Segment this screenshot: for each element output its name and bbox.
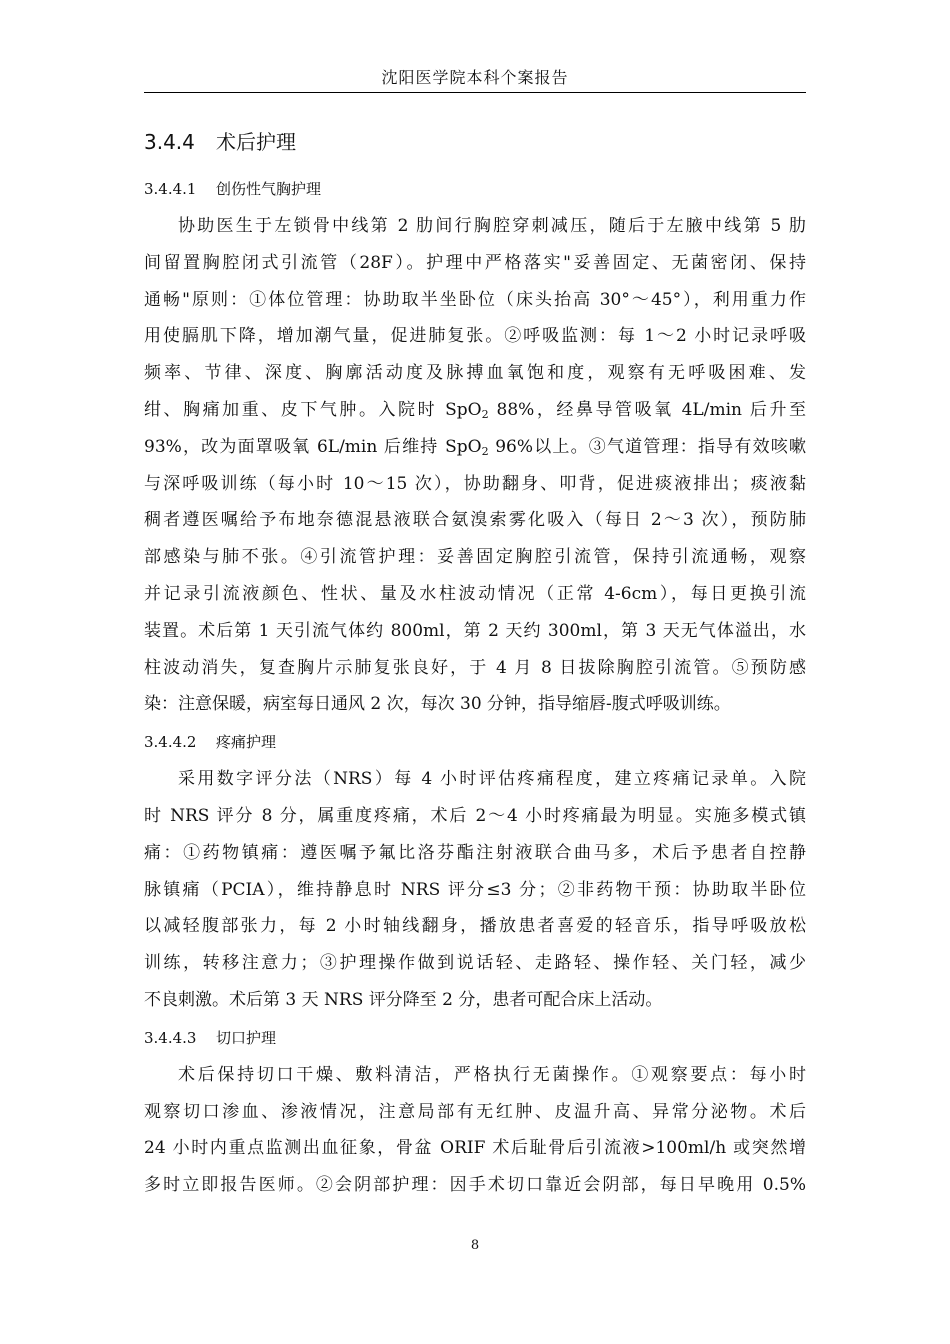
page-content — [144, 124, 806, 1204]
text-line: 痛：①药物镇痛：遵医嘱予氟比洛芬酯注射液联合曲马多，术后予患者自控静 — [144, 842, 806, 863]
running-header: 沈阳医学院本科个案报告 — [381, 68, 569, 87]
text-line-spo2: 93%，改为面罩吸氧 6L/min 后维持 SpO$_2$ 96%以上。③气道管理：指导有效咳嗽 — [144, 436, 806, 458]
header-rule — [144, 92, 806, 93]
text-line-spo2: 绀、胸痛加重、皮下气肿。入院时 SpO$_2$ 88%，经鼻导管吸氧 4L/min 后升至 — [144, 399, 806, 421]
text-line: 多时立即报告医师。②会阴部护理：因手术切口靠近会阴部，每日早晚用 0.5% — [144, 1175, 806, 1196]
text-line: 用使膈肌下降，增加潮气量，促进肺复张。②呼吸监测：每 1～2 小时记录呼吸 — [144, 326, 806, 347]
page-number: 8 — [470, 1238, 480, 1253]
text-line: 脉镇痛（PCIA），维持静息时 NRS 评分≤3 分；②非药物干预：协助取半卧位 — [144, 879, 806, 900]
section-number: 3.4.4 — [144, 130, 195, 154]
text-line: 频率、节律、深度、胸廓活动度及脉搏血氧饱和度，观察有无呼吸困难、发 — [144, 363, 806, 384]
section-heading — [144, 124, 806, 160]
text-line: 染：注意保暖，病室每日通风 2 次，每次 30 分钟，指导缩唇-腹式呼吸训练。 — [144, 694, 731, 715]
subsection-title: 切口护理 — [216, 1028, 277, 1047]
text-line: 不良刺激。术后第 3 天 NRS 评分降至 2 分，患者可配合床上活动。 — [144, 989, 663, 1010]
text-line: 时 NRS 评分 8 分，属重度疼痛，术后 2～4 小时疼痛最为明显。实施多模式镇 — [144, 805, 806, 826]
text-line: 柱波动消失，复查胸片示肺复张良好，于 4 月 8 日拔除胸腔引流管。⑤预防感 — [144, 657, 806, 678]
subsection-heading-2 — [144, 723, 806, 761]
subsection-number: 3.4.4.3 — [144, 1028, 197, 1047]
text-line: 间留置胸腔闭式引流管（28F）。护理中严格落实"妥善固定、无菌密闭、保持 — [144, 252, 806, 273]
subsection-heading-3 — [144, 1019, 806, 1057]
text-line: 并记录引流液颜色、性状、量及水柱波动情况（正常 4-6cm），每日更换引流 — [144, 583, 806, 604]
section-title: 术后护理 — [216, 130, 296, 154]
subsection-title: 创伤性气胸护理 — [216, 180, 322, 198]
text-line: 装置。术后第 1 天引流气体约 800ml，第 2 天约 300ml，第 3 天无气体溢出，水 — [144, 620, 806, 641]
text-line: 稠者遵医嘱给予布地奈德混悬液联合氨溴索雾化吸入（每日 2～3 次），预防肺 — [144, 510, 806, 531]
text-line: 以减轻腹部张力，每 2 小时轴线翻身，播放患者喜爱的轻音乐，指导呼吸放松 — [144, 916, 806, 937]
subsection-heading-1 — [144, 170, 806, 208]
paragraph-pain — [144, 761, 806, 1019]
subsection-title: 疼痛护理 — [216, 733, 277, 752]
text-line: 训练，转移注意力；③护理操作做到说话轻、走路轻、操作轻、关门轻，减少 — [144, 953, 806, 974]
text-line: 通畅"原则：①体位管理：协助取半坐卧位（床头抬高 30°～45°），利用重力作 — [144, 289, 806, 310]
text-line: 24 小时内重点监测出血征象，骨盆 ORIF 术后耻骨后引流液>100ml/h 或突然增 — [144, 1138, 806, 1159]
paragraph-incision — [144, 1057, 806, 1204]
text-line: 观察切口渗血、渗液情况，注意局部有无红肿、皮温升高、异常分泌物。术后 — [144, 1101, 806, 1122]
paragraph-pneumothorax — [144, 208, 806, 723]
text-line: 采用数字评分法（NRS）每 4 小时评估疼痛程度，建立疼痛记录单。入院 — [178, 769, 806, 790]
text-line: 协助医生于左锁骨中线第 2 肋间行胸腔穿刺减压，随后于左腋中线第 5 肋 — [178, 216, 806, 236]
subsection-number: 3.4.4.1 — [144, 180, 197, 198]
text-line: 部感染与肺不张。④引流管护理：妥善固定胸腔引流管，保持引流通畅，观察 — [144, 547, 806, 568]
text-line: 术后保持切口干燥、敷料清洁，严格执行无菌操作。①观察要点：每小时 — [178, 1064, 806, 1085]
subsection-number: 3.4.4.2 — [144, 733, 197, 752]
text-line: 与深呼吸训练（每小时 10～15 次），协助翻身、叩背，促进痰液排出；痰液黏 — [144, 473, 806, 494]
